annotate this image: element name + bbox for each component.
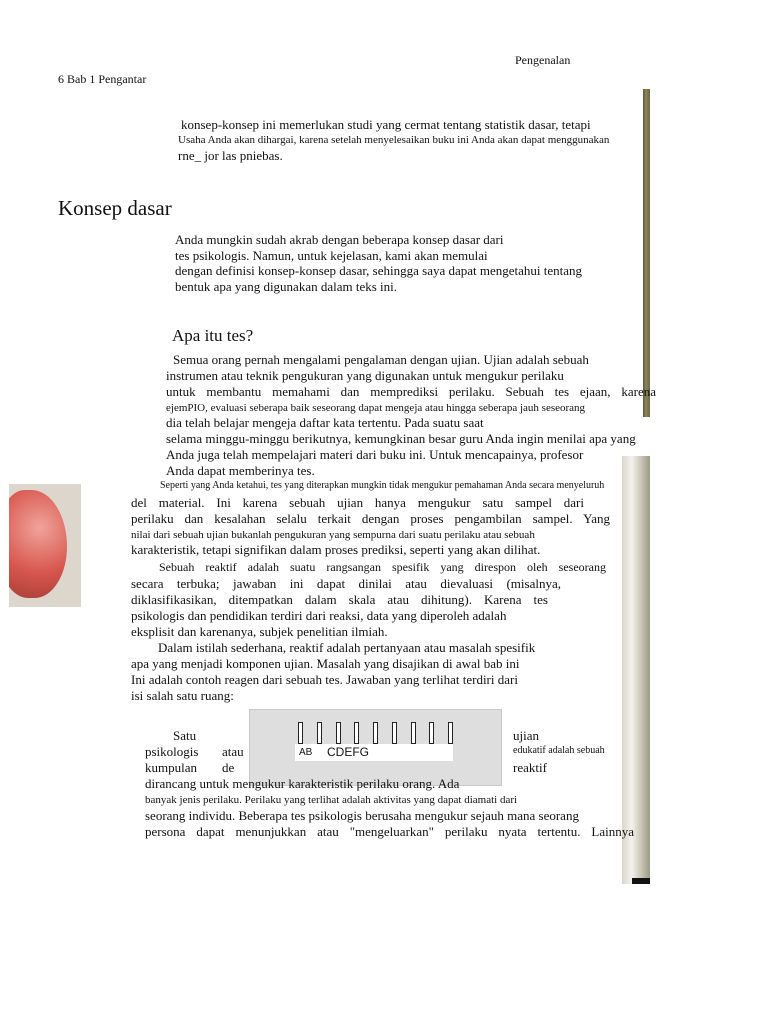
body-line: secara terbuka; jawaban ini dapat dinilai atau dievaluasi (misalnya, xyxy=(131,576,561,591)
answer-bubble xyxy=(448,722,453,744)
body-line: Dalam istilah sederhana, reaktif adalah pertanyaan atau masalah spesifik xyxy=(158,640,536,655)
answer-bubble xyxy=(392,722,397,744)
sub-para-line: Anda juga telah mempelajari materi dari buku ini. Untuk mencapainya, profesor xyxy=(166,447,584,462)
figure-side-word: kumpulan xyxy=(145,760,197,775)
figure-side-word: edukatif adalah sebuah xyxy=(513,745,605,756)
scan-edge-strip xyxy=(643,89,650,417)
section-para-line: tes psikologis. Namun, untuk kejelasan, kami akan memulai xyxy=(175,248,488,263)
closing-line: persona dapat menunjukkan atau "mengeluarkan" perilaku nyata tertentu. Lainnya xyxy=(145,824,634,839)
body-line: eksplisit dan karenanya, subjek penelitian ilmiah. xyxy=(131,624,388,639)
body-line: psikologis dan pendidikan terdiri dari reaksi, data yang diperoleh adalah xyxy=(131,608,507,623)
answer-bubble xyxy=(317,722,322,744)
body-line: isi salah satu ruang: xyxy=(131,688,234,703)
answer-label-cdefg: CDEFG xyxy=(327,745,369,759)
answer-bubble xyxy=(429,722,434,744)
sub-para-line: Anda dapat memberinya tes. xyxy=(166,463,315,478)
subsection-title: Apa itu tes? xyxy=(172,326,254,345)
body-line: nilai dari sebuah ujian bukanlah pengukuran yang sempurna dari suatu perilaku atau sebuah xyxy=(131,529,535,541)
answer-sheet-image xyxy=(249,709,502,786)
sub-para-line: selama minggu-minggu berikutnya, kemungkinan besar guru Anda ingin menilai apa yang xyxy=(166,431,636,446)
body-line: Sebuah reaktif adalah suatu rangsangan spesifik yang direspon oleh seseorang xyxy=(159,560,606,574)
answer-label-ab: AB xyxy=(299,747,313,758)
finger-photo xyxy=(9,484,81,607)
closing-line: banyak jenis perilaku. Perilaku yang terlihat adalah aktivitas yang dapat diamati dari xyxy=(145,794,518,806)
paper-curl-strip xyxy=(622,456,650,884)
answer-bubbles xyxy=(298,722,453,744)
figure-side-word: ujian xyxy=(513,728,539,743)
body-line: karakteristik, tetapi signifikan dalam proses prediksi, seperti yang akan dilihat. xyxy=(131,542,541,557)
closing-line: seorang individu. Beberapa tes psikologis berusaha mengukur sejauh mana seorang xyxy=(145,808,579,823)
figure-side-word: reaktif xyxy=(513,760,547,775)
body-line: perilaku dan kesalahan selalu terkait dengan proses pengambilan sampel. Yang xyxy=(131,511,610,526)
body-line: apa yang menjadi komponen ujian. Masalah yang disajikan di awal bab ini xyxy=(131,656,520,671)
intro-line: rne_ jor las pniebas. xyxy=(178,148,283,163)
answer-bubble xyxy=(411,722,416,744)
intro-line: Usaha Anda akan dihargai, karena setelah menyelesaikan buku ini Anda akan dapat menggunakan xyxy=(178,134,610,146)
sub-para-line: ejemPIO, evaluasi seberapa baik seseorang dapat mengeja atau hingga seberapa jauh seseorang xyxy=(166,402,586,414)
sub-para-line: untuk membantu memahami dan memprediksi perilaku. Sebuah tes ejaan, karena xyxy=(166,384,656,399)
body-line: del material. Ini karena sebuah ujian hanya mengukur satu sampel dari xyxy=(131,495,584,510)
answer-bubble xyxy=(373,722,378,744)
running-header-left: 6 Bab 1 Pengantar xyxy=(58,72,147,86)
sub-para-line: Semua orang pernah mengalami pengalaman dengan ujian. Ujian adalah sebuah xyxy=(173,352,589,367)
answer-bubble xyxy=(336,722,341,744)
answer-bubble xyxy=(298,722,303,744)
body-line: diklasifikasikan, ditempatkan dalam skala atau dihitung). Karena tes xyxy=(131,592,548,607)
sub-para-line: Seperti yang Anda ketahui, tes yang diterapkan mungkin tidak mengukur pemahaman Anda secara menyeluruh xyxy=(160,480,605,491)
sub-para-line: instrumen atau teknik pengukuran yang digunakan untuk mengukur perilaku xyxy=(166,368,564,383)
figure-side-word: atau xyxy=(222,744,244,759)
section-para-line: bentuk apa yang digunakan dalam teks ini. xyxy=(175,279,398,294)
answer-bubble xyxy=(354,722,359,744)
intro-line: konsep-konsep ini memerlukan studi yang cermat tentang statistik dasar, tetapi xyxy=(181,117,591,132)
section-para-line: dengan definisi konsep-konsep dasar, sehingga saya dapat mengetahui tentang xyxy=(175,263,583,278)
figure-side-word: Satu xyxy=(173,728,197,743)
sub-para-line: dia telah belajar mengeja daftar kata tertentu. Pada suatu saat xyxy=(166,415,484,430)
body-line: Ini adalah contoh reagen dari sebuah tes. Jawaban yang terlihat terdiri dari xyxy=(131,672,518,687)
answer-label-box xyxy=(295,744,453,761)
figure-side-word: psikologis xyxy=(145,744,199,759)
closing-line: dirancang untuk mengukur karakteristik perilaku orang. Ada xyxy=(145,776,460,791)
section-para-line: Anda mungkin sudah akrab dengan beberapa konsep dasar dari xyxy=(175,232,504,247)
section-title: Konsep dasar xyxy=(58,196,172,220)
figure-side-word: de xyxy=(222,760,235,775)
running-header-right: Pengenalan xyxy=(515,53,571,67)
